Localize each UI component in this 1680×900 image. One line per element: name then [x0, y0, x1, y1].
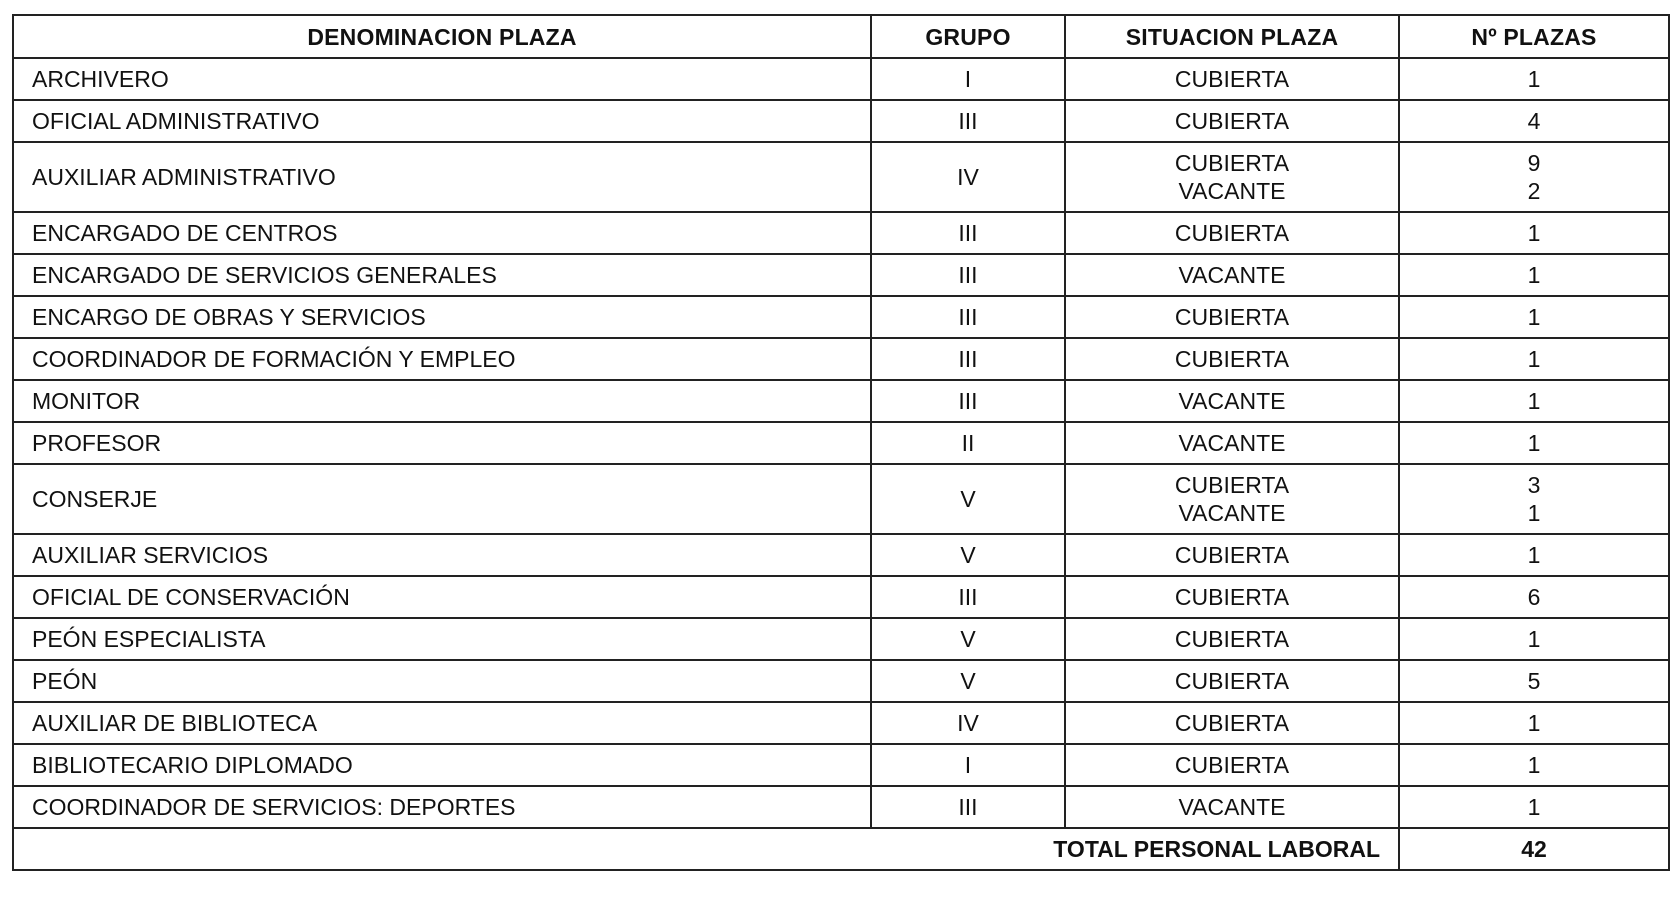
situacion-value: CUBIERTA [1174, 472, 1290, 498]
cell-denominacion: PROFESOR [13, 422, 871, 464]
situacion-value: CUBIERTA [1174, 346, 1290, 372]
cell-grupo: I [871, 58, 1065, 100]
cell-situacion [1065, 212, 1399, 254]
table-row [13, 254, 1669, 296]
cell-situacion [1065, 254, 1399, 296]
cell-situacion [1065, 534, 1399, 576]
cell-denominacion: AUXILIAR DE BIBLIOTECA [13, 702, 871, 744]
cell-plazas [1399, 380, 1669, 422]
situacion-value: CUBIERTA [1174, 752, 1290, 778]
plazas-value: 3 [1527, 472, 1541, 498]
header-grupo: GRUPO [871, 15, 1065, 58]
plazas-value: 6 [1527, 584, 1541, 610]
plazas-value: 1 [1527, 388, 1541, 414]
cell-denominacion: AUXILIAR ADMINISTRATIVO [13, 142, 871, 212]
plazas-value: 1 [1527, 794, 1541, 820]
cell-denominacion: ENCARGO DE OBRAS Y SERVICIOS [13, 296, 871, 338]
cell-grupo: III [871, 338, 1065, 380]
cell-plazas [1399, 338, 1669, 380]
cell-plazas [1399, 618, 1669, 660]
table-row [13, 786, 1669, 828]
cell-grupo: II [871, 422, 1065, 464]
cell-grupo: III [871, 212, 1065, 254]
plazas-value: 1 [1527, 220, 1541, 246]
table-row [13, 58, 1669, 100]
table-row [13, 100, 1669, 142]
cell-grupo: I [871, 744, 1065, 786]
table-row [13, 142, 1669, 212]
cell-denominacion: OFICIAL ADMINISTRATIVO [13, 100, 871, 142]
total-value: 42 [1399, 828, 1669, 870]
table-row [13, 660, 1669, 702]
plazas-value: 1 [1527, 626, 1541, 652]
plazas-value: 1 [1527, 66, 1541, 92]
cell-plazas [1399, 744, 1669, 786]
plazas-value: 1 [1527, 262, 1541, 288]
cell-denominacion: MONITOR [13, 380, 871, 422]
table-row [13, 296, 1669, 338]
cell-situacion [1065, 660, 1399, 702]
cell-situacion [1065, 786, 1399, 828]
document-page [12, 14, 1670, 871]
plazas-value: 4 [1527, 108, 1541, 134]
situacion-value: CUBIERTA [1174, 150, 1290, 176]
cell-grupo: III [871, 380, 1065, 422]
table-row [13, 534, 1669, 576]
cell-grupo: V [871, 464, 1065, 534]
plazas-table [12, 14, 1670, 871]
cell-plazas [1399, 576, 1669, 618]
situacion-value: CUBIERTA [1174, 626, 1290, 652]
cell-grupo: III [871, 254, 1065, 296]
cell-denominacion: ENCARGADO DE CENTROS [13, 212, 871, 254]
cell-denominacion: PEÓN ESPECIALISTA [13, 618, 871, 660]
cell-denominacion: BIBLIOTECARIO DIPLOMADO [13, 744, 871, 786]
situacion-value: CUBIERTA [1174, 304, 1290, 330]
cell-situacion [1065, 618, 1399, 660]
cell-situacion [1065, 380, 1399, 422]
situacion-value: VACANTE [1178, 178, 1286, 204]
situacion-value: CUBIERTA [1174, 710, 1290, 736]
table-row [13, 618, 1669, 660]
situacion-value: CUBIERTA [1174, 542, 1290, 568]
header-denominacion: DENOMINACION PLAZA [13, 15, 871, 58]
cell-plazas [1399, 702, 1669, 744]
situacion-value: CUBIERTA [1174, 584, 1290, 610]
cell-situacion [1065, 58, 1399, 100]
cell-denominacion: PEÓN [13, 660, 871, 702]
cell-grupo: V [871, 534, 1065, 576]
plazas-value: 1 [1527, 346, 1541, 372]
cell-denominacion: COORDINADOR DE FORMACIÓN Y EMPLEO [13, 338, 871, 380]
cell-grupo: IV [871, 702, 1065, 744]
situacion-value: VACANTE [1178, 794, 1286, 820]
plazas-value: 1 [1527, 752, 1541, 778]
plazas-value: 1 [1527, 500, 1541, 526]
table-body [13, 58, 1669, 828]
total-row [13, 828, 1669, 870]
plazas-value: 9 [1527, 150, 1541, 176]
plazas-value: 1 [1527, 710, 1541, 736]
plazas-value: 1 [1527, 304, 1541, 330]
situacion-value: VACANTE [1178, 500, 1286, 526]
table-row [13, 380, 1669, 422]
cell-plazas [1399, 58, 1669, 100]
table-row [13, 464, 1669, 534]
cell-situacion [1065, 296, 1399, 338]
cell-situacion [1065, 422, 1399, 464]
cell-denominacion: ENCARGADO DE SERVICIOS GENERALES [13, 254, 871, 296]
plazas-value: 2 [1527, 178, 1541, 204]
cell-situacion [1065, 464, 1399, 534]
situacion-value: VACANTE [1178, 388, 1286, 414]
header-situacion: SITUACION PLAZA [1065, 15, 1399, 58]
cell-plazas [1399, 212, 1669, 254]
cell-grupo: III [871, 576, 1065, 618]
cell-denominacion: OFICIAL DE CONSERVACIÓN [13, 576, 871, 618]
cell-plazas [1399, 534, 1669, 576]
cell-plazas [1399, 464, 1669, 534]
cell-situacion [1065, 702, 1399, 744]
cell-situacion [1065, 142, 1399, 212]
cell-plazas [1399, 142, 1669, 212]
cell-plazas [1399, 296, 1669, 338]
plazas-value: 1 [1527, 430, 1541, 456]
cell-plazas [1399, 254, 1669, 296]
table-row [13, 422, 1669, 464]
plazas-value: 5 [1527, 668, 1541, 694]
table-row [13, 576, 1669, 618]
cell-grupo: V [871, 660, 1065, 702]
header-plazas: Nº PLAZAS [1399, 15, 1669, 58]
cell-grupo: V [871, 618, 1065, 660]
table-header-row [13, 15, 1669, 58]
cell-grupo: IV [871, 142, 1065, 212]
table-row [13, 212, 1669, 254]
cell-situacion [1065, 744, 1399, 786]
table-row [13, 338, 1669, 380]
cell-situacion [1065, 338, 1399, 380]
cell-denominacion: ARCHIVERO [13, 58, 871, 100]
cell-grupo: III [871, 786, 1065, 828]
situacion-value: CUBIERTA [1174, 220, 1290, 246]
cell-denominacion: COORDINADOR DE SERVICIOS: DEPORTES [13, 786, 871, 828]
table-row [13, 702, 1669, 744]
cell-grupo: III [871, 100, 1065, 142]
situacion-value: CUBIERTA [1174, 108, 1290, 134]
situacion-value: VACANTE [1178, 430, 1286, 456]
total-label: TOTAL PERSONAL LABORAL [13, 828, 1399, 870]
situacion-value: VACANTE [1178, 262, 1286, 288]
cell-situacion [1065, 100, 1399, 142]
table-row [13, 744, 1669, 786]
situacion-value: CUBIERTA [1174, 668, 1290, 694]
cell-denominacion: AUXILIAR SERVICIOS [13, 534, 871, 576]
cell-plazas [1399, 660, 1669, 702]
cell-situacion [1065, 576, 1399, 618]
cell-denominacion: CONSERJE [13, 464, 871, 534]
cell-plazas [1399, 422, 1669, 464]
plazas-value: 1 [1527, 542, 1541, 568]
situacion-value: CUBIERTA [1174, 66, 1290, 92]
cell-plazas [1399, 100, 1669, 142]
cell-grupo: III [871, 296, 1065, 338]
cell-plazas [1399, 786, 1669, 828]
